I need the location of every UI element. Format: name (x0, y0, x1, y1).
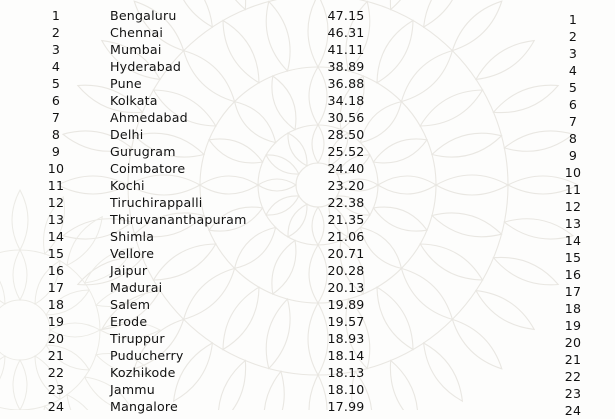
table-row (0, 109, 615, 129)
table-row (0, 41, 615, 61)
rank-cell-right: 23 (564, 386, 582, 401)
score-cell: 21.35 (327, 212, 365, 227)
table-row (0, 194, 615, 214)
city-cell: Salem (110, 297, 151, 312)
table-row (0, 143, 615, 163)
rank-cell: 17 (47, 280, 65, 295)
city-cell: Delhi (110, 127, 144, 142)
score-cell: 21.06 (327, 229, 365, 244)
city-cell: Jaipur (110, 263, 148, 278)
city-cell: Mangalore (110, 399, 178, 414)
score-cell: 18.93 (327, 331, 365, 346)
city-cell: Jammu (110, 382, 155, 397)
table-row (0, 381, 615, 401)
score-cell: 17.99 (327, 399, 365, 414)
city-cell: Madurai (110, 280, 163, 295)
score-cell: 20.71 (327, 246, 365, 261)
rank-cell-right: 4 (568, 63, 578, 78)
rank-cell: 22 (47, 365, 65, 380)
city-cell: Kozhikode (110, 365, 176, 380)
rank-cell-right: 20 (564, 335, 582, 350)
rank-cell: 4 (51, 59, 61, 74)
rank-cell: 11 (47, 178, 65, 193)
city-cell: Tiruppur (110, 331, 165, 346)
city-cell: Vellore (110, 246, 155, 261)
rank-cell-right: 5 (568, 80, 578, 95)
table-row (0, 160, 615, 180)
table-row (0, 7, 615, 27)
city-cell: Ahmedabad (110, 110, 188, 125)
score-cell: 20.28 (327, 263, 365, 278)
rank-cell-right: 15 (564, 250, 582, 265)
score-cell: 18.13 (327, 365, 365, 380)
rank-cell-right: 9 (568, 148, 578, 163)
rank-cell-right: 16 (564, 267, 582, 282)
city-cell: Hyderabad (110, 59, 182, 74)
rank-cell: 24 (47, 399, 65, 414)
city-cell: Bengaluru (110, 8, 177, 23)
table-row (0, 58, 615, 78)
city-cell: Mumbai (110, 42, 162, 57)
table-row (0, 364, 615, 384)
rank-cell: 13 (47, 212, 65, 227)
table-row (0, 24, 615, 44)
rank-cell-right: 24 (564, 403, 582, 418)
score-cell: 25.52 (327, 144, 365, 159)
table-row (0, 126, 615, 146)
city-cell: Chennai (110, 25, 164, 40)
score-cell: 28.50 (327, 127, 365, 142)
rank-cell: 12 (47, 195, 65, 210)
score-cell: 30.56 (327, 110, 365, 125)
rank-cell-right: 6 (568, 97, 578, 112)
score-cell: 18.10 (327, 382, 365, 397)
rank-cell-right: 8 (568, 131, 578, 146)
score-cell: 34.18 (327, 93, 365, 108)
rank-cell: 18 (47, 297, 65, 312)
rank-cell: 5 (51, 76, 61, 91)
city-cell: Tiruchirappalli (110, 195, 203, 210)
rank-cell: 21 (47, 348, 65, 363)
rank-cell: 2 (51, 25, 61, 40)
rank-cell-right: 19 (564, 318, 582, 333)
city-cell: Puducherry (110, 348, 184, 363)
city-cell: Kochi (110, 178, 145, 193)
rank-cell: 16 (47, 263, 65, 278)
rank-cell: 19 (47, 314, 65, 329)
rank-cell-right: 10 (564, 165, 582, 180)
rank-cell-right: 12 (564, 199, 582, 214)
score-cell: 41.11 (327, 42, 365, 57)
table-row (0, 228, 615, 248)
table-row (0, 75, 615, 95)
rank-cell-right: 13 (564, 216, 582, 231)
score-cell: 24.40 (327, 161, 365, 176)
city-cell: Erode (110, 314, 148, 329)
rank-cell: 1 (51, 8, 61, 23)
score-cell: 22.38 (327, 195, 365, 210)
city-cell: Kolkata (110, 93, 158, 108)
table-row (0, 313, 615, 333)
table-row (0, 211, 615, 231)
rank-cell-right: 7 (568, 114, 578, 129)
rank-cell: 20 (47, 331, 65, 346)
rank-cell: 15 (47, 246, 65, 261)
table-row (0, 296, 615, 316)
rank-cell-right: 11 (564, 182, 582, 197)
city-cell: Shimla (110, 229, 155, 244)
rank-cell: 7 (51, 110, 61, 125)
rank-cell: 9 (51, 144, 61, 159)
table-row (0, 92, 615, 112)
city-cell: Coimbatore (110, 161, 186, 176)
rank-cell-right: 3 (568, 46, 578, 61)
table-row (0, 177, 615, 197)
rank-cell: 6 (51, 93, 61, 108)
rank-cell: 23 (47, 382, 65, 397)
table-row (0, 330, 615, 350)
table-row (0, 279, 615, 299)
city-cell: Thiruvananthapuram (110, 212, 247, 227)
score-cell: 19.57 (327, 314, 365, 329)
score-cell: 47.15 (327, 8, 365, 23)
score-cell: 46.31 (327, 25, 365, 40)
city-cell: Pune (110, 76, 142, 91)
score-cell: 23.20 (327, 178, 365, 193)
city-cell: Gurugram (110, 144, 176, 159)
table-row (0, 245, 615, 265)
rank-cell-right: 22 (564, 369, 582, 384)
score-cell: 19.89 (327, 297, 365, 312)
rank-cell-right: 14 (564, 233, 582, 248)
rank-cell-right: 21 (564, 352, 582, 367)
rank-cell: 14 (47, 229, 65, 244)
rank-cell: 3 (51, 42, 61, 57)
score-cell: 36.88 (327, 76, 365, 91)
table-row (0, 398, 615, 418)
score-cell: 38.89 (327, 59, 365, 74)
rank-cell: 8 (51, 127, 61, 142)
rank-cell-right: 1 (568, 12, 578, 27)
score-cell: 20.13 (327, 280, 365, 295)
table-row (0, 347, 615, 367)
rank-cell: 10 (47, 161, 65, 176)
table-row (0, 262, 615, 282)
rank-cell-right: 17 (564, 284, 582, 299)
rank-cell-right: 2 (568, 29, 578, 44)
rank-cell-right: 18 (564, 301, 582, 316)
score-cell: 18.14 (327, 348, 365, 363)
